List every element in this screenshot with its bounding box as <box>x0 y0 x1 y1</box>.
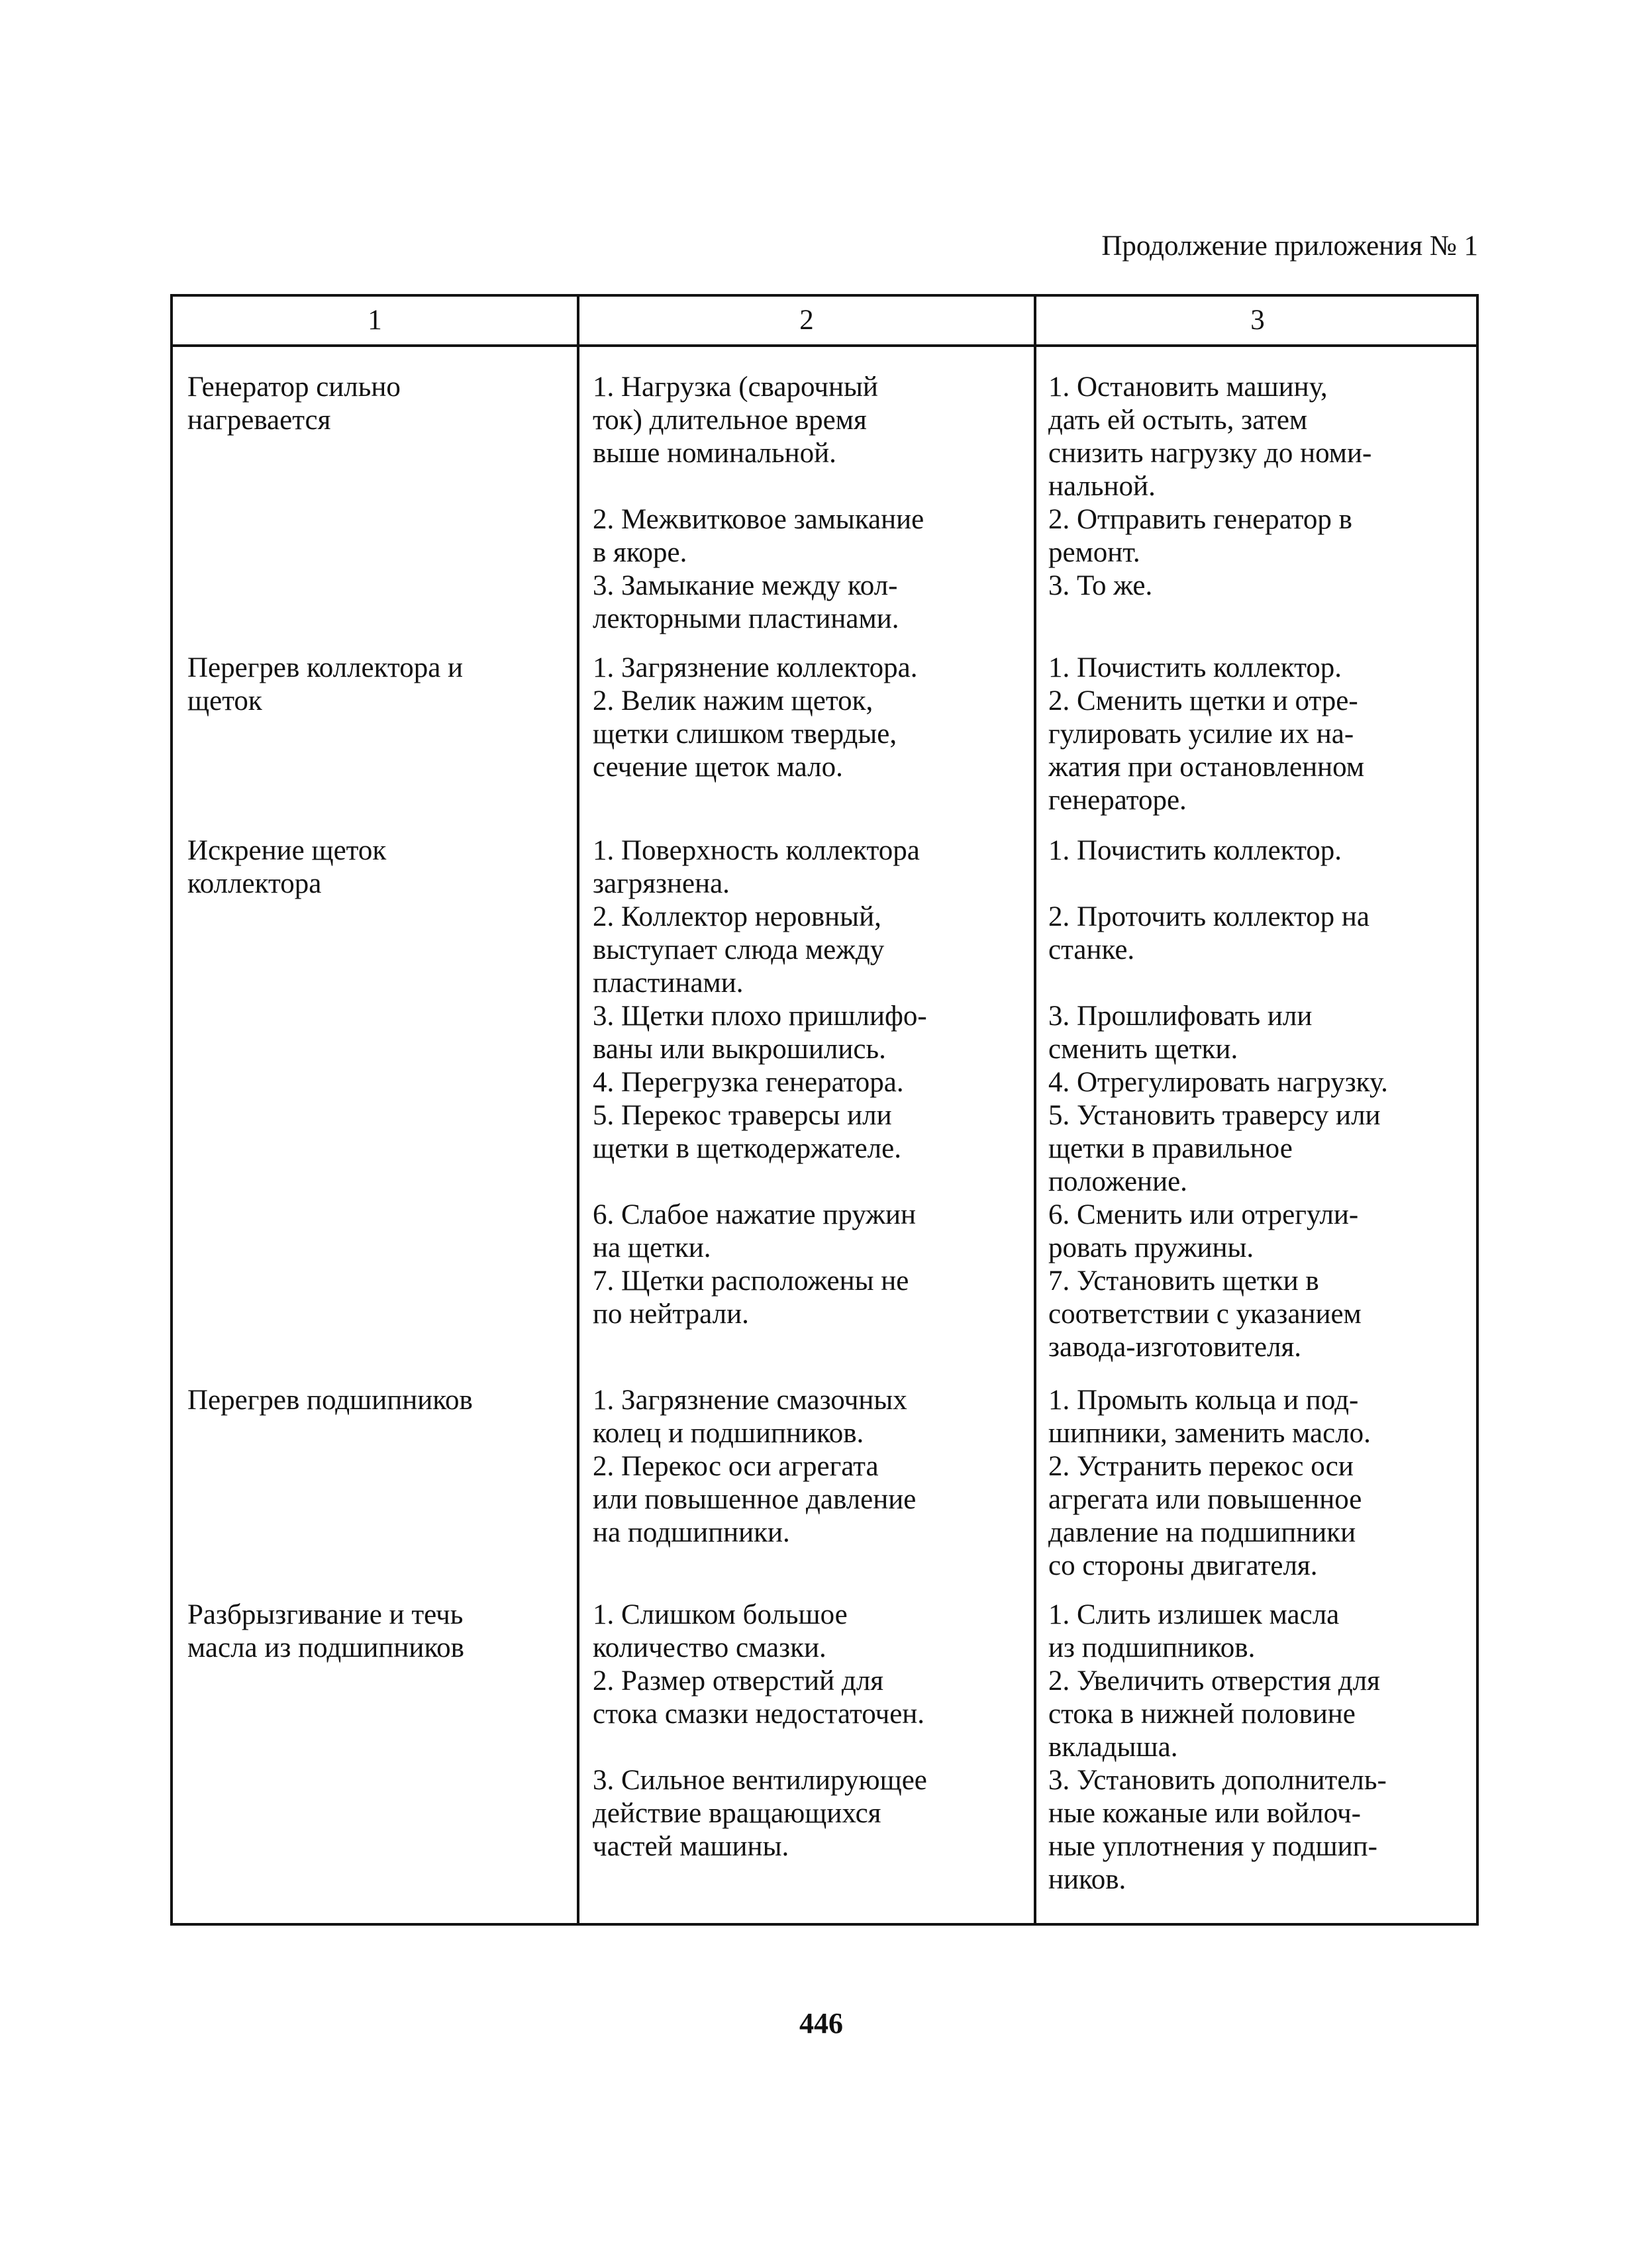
remedy-text: 2. Отправить генератор в ремонт. 3. То же. <box>1048 504 1352 601</box>
remedy-text: 1. Почистить коллектор. <box>1048 835 1342 866</box>
fault-collector-overheat: Перегрев коллектора и щеток <box>187 652 464 716</box>
cause-text: 2. Коллектор неровный, выступает слюда между пластинами. <box>593 901 885 999</box>
cause-text: 1. Загрязнение коллектора. 2. Велик нажим щеток, щетки слишком твердые, сечение щеток мало. <box>593 652 918 783</box>
fault-bearing-overheat: Перегрев подшипников <box>187 1385 473 1416</box>
remedy-text: 1. Промыть кольца и под- шипники, заменить масло. 2. Устранить перекос оси агрегата или повышенное давление на подшипники со стороны двигателя. <box>1048 1385 1371 1581</box>
header-divider <box>173 344 1476 347</box>
cause-text: 6. Слабое нажатие пружин на щетки. 7. Щетки расположены не по нейтрали. <box>593 1199 916 1330</box>
remedy-text: 3. Прошлифовать или сменить щетки. 4. Отрегулировать нагрузку. 5. Установить траверсу или щетки в правильное положение. <box>1048 1001 1388 1197</box>
column-number-3: 3 <box>1250 305 1265 336</box>
fault-oil-leak: Разбрызгивание и течь масла из подшипников <box>187 1599 464 1663</box>
fault-generator-overheats: Генератор сильно нагревается <box>187 371 401 436</box>
cause-text: 1. Поверхность коллектора загрязнена. <box>593 835 920 899</box>
column-divider <box>577 297 579 1923</box>
column-number-1: 1 <box>368 305 382 336</box>
cause-text: 3. Щетки плохо пришлифо- ваны или выкрошились. 4. Перегрузка генератора. 5. Перекос траверсы или щетки в щеткодержателе. <box>593 1001 927 1164</box>
faults-table <box>170 294 1479 1926</box>
cause-text: 1. Слишком большое количество смазки. 2. Размер отверстий для стока смазки недостаточен. <box>593 1599 925 1730</box>
cause-text: 2. Межвитковое замыкание в якоре. 3. Замыкание между кол- лекторными пластинами. <box>593 504 924 634</box>
page-number: 446 <box>799 2007 843 2040</box>
fault-brush-sparking: Искрение щеток коллектора <box>187 835 387 899</box>
cause-text: 1. Загрязнение смазочных колец и подшипников. 2. Перекос оси агрегата или повышенное давление на подшипники. <box>593 1385 917 1548</box>
remedy-text: 1. Почистить коллектор. 2. Сменить щетки и отре- гулировать усилие их на- жатия при остановленном генераторе. <box>1048 652 1365 816</box>
remedy-text: 3. Установить дополнитель- ные кожаные или войлоч- ные уплотнения у подшип- ников. <box>1048 1765 1387 1895</box>
remedy-text: 1. Остановить машину, дать ей остыть, затем снизить нагрузку до номи- нальной. <box>1048 371 1372 502</box>
continuation-header: Продолжение приложения № 1 <box>1101 230 1478 262</box>
remedy-text: 6. Сменить или отрегули- ровать пружины. 7. Установить щетки в соответствии с указанием завода-изготовителя. <box>1048 1199 1362 1363</box>
column-number-2: 2 <box>799 305 814 336</box>
cause-text: 1. Нагрузка (сварочный ток) длительное время выше номинальной. <box>593 371 878 469</box>
remedy-text: 1. Слить излишек масла из подшипников. 2. Увеличить отверстия для стока в нижней половине вкладыша. <box>1048 1599 1380 1763</box>
remedy-text: 2. Проточить коллектор на станке. <box>1048 901 1369 965</box>
cause-text: 3. Сильное вентилирующее действие вращающихся частей машины. <box>593 1765 927 1862</box>
column-divider <box>1034 297 1036 1923</box>
